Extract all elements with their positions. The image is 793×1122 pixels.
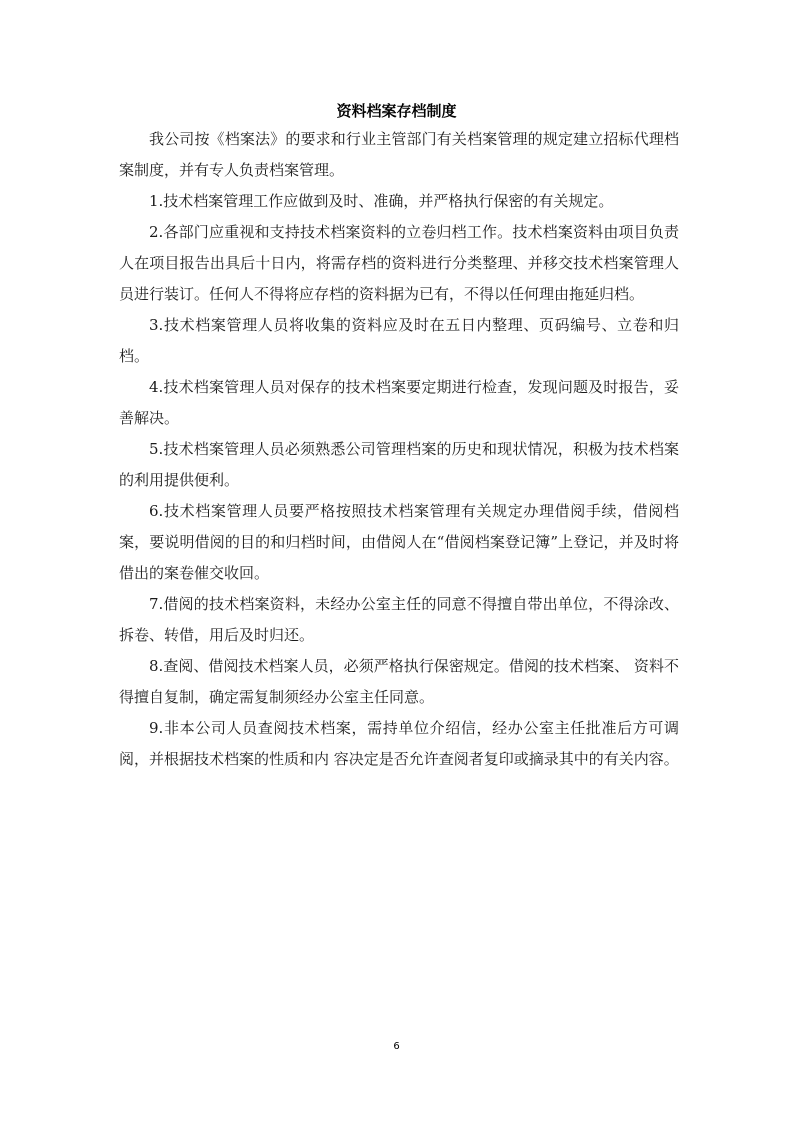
document-body xyxy=(119,124,679,775)
page-number: 6 xyxy=(393,1041,400,1052)
paragraph-rule-2: 2.各部门应重视和支持技术档案资料的立卷归档工作。技术档案资料由项目负责人在项目报告出具后十日内，将需存档的资料进行分类整理、并移交技术档案管理人员进行装订。任何人不得将应存档的资料据为已有，不得以任何理由拖延归档。 xyxy=(119,223,679,303)
paragraph-rule-5: 5.技术档案管理人员必须熟悉公司管理档案的历史和现状情况，积极为技术档案的利用提供便利。 xyxy=(119,440,679,489)
paragraph-rule-4: 4.技术档案管理人员对保存的技术档案要定期进行检查，发现问题及时报告，妥善解决。 xyxy=(119,378,679,427)
paragraph-rule-6: 6.技术档案管理人员要严格按照技术档案管理有关规定办理借阅手续，借阅档案，要说明借阅的目的和归档时间，由借阅人在“借阅档案登记簿”上登记，并及时将借出的案卷催交收回。 xyxy=(119,502,679,582)
paragraph-rule-7: 7.借阅的技术档案资料，未经办公室主任的同意不得擅自带出单位，不得涂改、拆卷、转借，用后及时归还。 xyxy=(119,595,679,644)
paragraph-rule-9: 9.非本公司人员查阅技术档案，需持单位介绍信，经办公室主任批准后方可调阅，并根据技术档案的性质和内 容决定是否允许查阅者复印或摘录其中的有关内容。 xyxy=(119,719,679,768)
paragraph-rule-3: 3.技术档案管理人员将收集的资料应及时在五日内整理、页码编号、立卷和归档。 xyxy=(119,316,679,365)
document-title: 资料档案存档制度 xyxy=(336,102,457,120)
paragraph-intro: 我公司按《档案法》的要求和行业主管部门有关档案管理的规定建立招标代理档案制度，并有专人负责档案管理。 xyxy=(119,130,679,179)
paragraph-rule-8: 8.查阅、借阅技术档案人员，必须严格执行保密规定。借阅的技术档案、 资料不得擅自复制，确定需复制须经办公室主任同意。 xyxy=(119,657,679,706)
paragraph-rule-1: 1.技术档案管理工作应做到及时、准确，并严格执行保密的有关规定。 xyxy=(149,192,614,210)
